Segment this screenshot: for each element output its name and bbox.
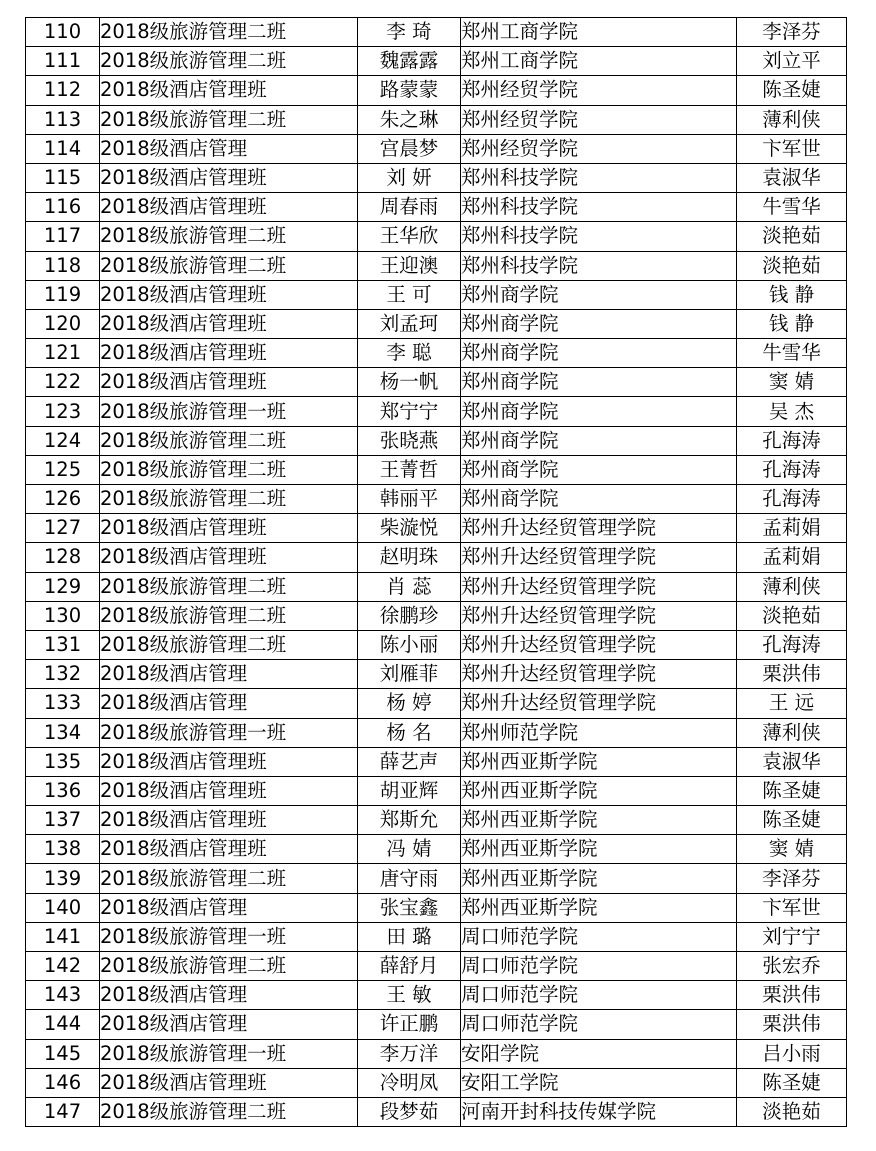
student-name-cell: 王 可 <box>358 280 461 309</box>
row-number: 130 <box>26 601 100 630</box>
student-name-cell: 薛艺声 <box>358 747 461 776</box>
table-row <box>26 76 847 105</box>
table-row <box>26 981 847 1010</box>
student-name-cell: 胡亚辉 <box>358 776 461 805</box>
class-cell: 2018级旅游管理一班 <box>100 922 358 951</box>
row-number: 122 <box>26 368 100 397</box>
school-cell: 郑州商学院 <box>461 309 737 338</box>
class-cell: 2018级旅游管理二班 <box>100 251 358 280</box>
teacher-cell: 牛雪华 <box>737 339 847 368</box>
table-row <box>26 193 847 222</box>
table-row <box>26 893 847 922</box>
school-cell: 郑州升达经贸管理学院 <box>461 572 737 601</box>
row-number: 126 <box>26 485 100 514</box>
teacher-cell: 钱 静 <box>737 280 847 309</box>
school-cell: 郑州商学院 <box>461 485 737 514</box>
class-cell: 2018级酒店管理班 <box>100 776 358 805</box>
school-cell: 郑州升达经贸管理学院 <box>461 630 737 659</box>
student-name-cell: 薛舒月 <box>358 952 461 981</box>
school-cell: 郑州科技学院 <box>461 222 737 251</box>
row-number: 117 <box>26 222 100 251</box>
table-row <box>26 280 847 309</box>
row-number: 134 <box>26 718 100 747</box>
school-cell: 河南开封科技传媒学院 <box>461 1097 737 1126</box>
class-cell: 2018级酒店管理班 <box>100 339 358 368</box>
row-number: 111 <box>26 47 100 76</box>
table-row <box>26 1068 847 1097</box>
school-cell: 周口师范学院 <box>461 1010 737 1039</box>
school-cell: 郑州西亚斯学院 <box>461 864 737 893</box>
class-cell: 2018级酒店管理班 <box>100 1068 358 1097</box>
row-number: 144 <box>26 1010 100 1039</box>
school-cell: 周口师范学院 <box>461 981 737 1010</box>
class-cell: 2018级旅游管理二班 <box>100 572 358 601</box>
row-number: 136 <box>26 776 100 805</box>
table-row <box>26 718 847 747</box>
teacher-cell: 刘宁宁 <box>737 922 847 951</box>
school-cell: 郑州经贸学院 <box>461 76 737 105</box>
student-name-cell: 王 敏 <box>358 981 461 1010</box>
table-row <box>26 397 847 426</box>
table-row <box>26 543 847 572</box>
table-row <box>26 1097 847 1126</box>
teacher-cell: 陈圣婕 <box>737 76 847 105</box>
row-number: 140 <box>26 893 100 922</box>
school-cell: 郑州科技学院 <box>461 193 737 222</box>
teacher-cell: 薄利侠 <box>737 718 847 747</box>
teacher-cell: 淡艳茹 <box>737 222 847 251</box>
class-cell: 2018级旅游管理二班 <box>100 47 358 76</box>
row-number: 112 <box>26 76 100 105</box>
school-cell: 郑州升达经贸管理学院 <box>461 660 737 689</box>
table-row <box>26 922 847 951</box>
table-row <box>26 747 847 776</box>
student-name-cell: 王迎澳 <box>358 251 461 280</box>
student-name-cell: 李 琦 <box>358 18 461 47</box>
row-number: 125 <box>26 455 100 484</box>
school-cell: 郑州西亚斯学院 <box>461 776 737 805</box>
class-cell: 2018级旅游管理二班 <box>100 1097 358 1126</box>
class-cell: 2018级酒店管理班 <box>100 835 358 864</box>
student-name-cell: 王菁哲 <box>358 455 461 484</box>
class-cell: 2018级旅游管理一班 <box>100 397 358 426</box>
class-cell: 2018级酒店管理班 <box>100 76 358 105</box>
class-cell: 2018级旅游管理二班 <box>100 18 358 47</box>
school-cell: 郑州商学院 <box>461 280 737 309</box>
class-cell: 2018级旅游管理二班 <box>100 455 358 484</box>
class-cell: 2018级酒店管理 <box>100 893 358 922</box>
student-name-cell: 陈小丽 <box>358 630 461 659</box>
row-number: 138 <box>26 835 100 864</box>
student-name-cell: 柴漩悦 <box>358 514 461 543</box>
teacher-cell: 吕小雨 <box>737 1039 847 1068</box>
table-row <box>26 18 847 47</box>
table-row <box>26 1010 847 1039</box>
row-number: 139 <box>26 864 100 893</box>
table-row <box>26 105 847 134</box>
teacher-cell: 淡艳茹 <box>737 251 847 280</box>
class-cell: 2018级酒店管理班 <box>100 806 358 835</box>
table-row <box>26 339 847 368</box>
school-cell: 郑州升达经贸管理学院 <box>461 689 737 718</box>
school-cell: 周口师范学院 <box>461 952 737 981</box>
class-cell: 2018级酒店管理班 <box>100 309 358 338</box>
table-row <box>26 251 847 280</box>
teacher-cell: 薄利侠 <box>737 572 847 601</box>
row-number: 127 <box>26 514 100 543</box>
school-cell: 郑州西亚斯学院 <box>461 806 737 835</box>
student-name-cell: 杨 婷 <box>358 689 461 718</box>
table-row <box>26 572 847 601</box>
teacher-cell: 刘立平 <box>737 47 847 76</box>
class-cell: 2018级酒店管理 <box>100 689 358 718</box>
teacher-cell: 孟莉娟 <box>737 543 847 572</box>
class-cell: 2018级旅游管理二班 <box>100 864 358 893</box>
student-name-cell: 徐鹏珍 <box>358 601 461 630</box>
student-name-cell: 张晓燕 <box>358 426 461 455</box>
school-cell: 安阳学院 <box>461 1039 737 1068</box>
school-cell: 安阳工学院 <box>461 1068 737 1097</box>
row-number: 121 <box>26 339 100 368</box>
school-cell: 郑州商学院 <box>461 397 737 426</box>
student-name-cell: 杨一帆 <box>358 368 461 397</box>
table-row <box>26 47 847 76</box>
table-row <box>26 222 847 251</box>
student-name-cell: 王华欣 <box>358 222 461 251</box>
table-row <box>26 485 847 514</box>
row-number: 115 <box>26 163 100 192</box>
student-name-cell: 李 聪 <box>358 339 461 368</box>
student-name-cell: 田 璐 <box>358 922 461 951</box>
teacher-cell: 薄利侠 <box>737 105 847 134</box>
student-name-cell: 朱之琳 <box>358 105 461 134</box>
school-cell: 郑州商学院 <box>461 455 737 484</box>
class-cell: 2018级酒店管理班 <box>100 747 358 776</box>
class-cell: 2018级旅游管理二班 <box>100 630 358 659</box>
student-name-cell: 郑宁宁 <box>358 397 461 426</box>
student-name-cell: 刘 妍 <box>358 163 461 192</box>
school-cell: 郑州升达经贸管理学院 <box>461 543 737 572</box>
teacher-cell: 王 远 <box>737 689 847 718</box>
school-cell: 郑州升达经贸管理学院 <box>461 514 737 543</box>
table-row <box>26 835 847 864</box>
table-row <box>26 1039 847 1068</box>
student-name-cell: 周春雨 <box>358 193 461 222</box>
roster-body <box>26 18 847 1127</box>
school-cell: 郑州经贸学院 <box>461 134 737 163</box>
student-name-cell: 李万洋 <box>358 1039 461 1068</box>
class-cell: 2018级酒店管理班 <box>100 514 358 543</box>
table-row <box>26 426 847 455</box>
student-name-cell: 张宝鑫 <box>358 893 461 922</box>
teacher-cell: 栗洪伟 <box>737 660 847 689</box>
class-cell: 2018级酒店管理班 <box>100 163 358 192</box>
teacher-cell: 卞军世 <box>737 893 847 922</box>
teacher-cell: 淡艳茹 <box>737 1097 847 1126</box>
teacher-cell: 孟莉娟 <box>737 514 847 543</box>
teacher-cell: 李泽芬 <box>737 864 847 893</box>
teacher-cell: 牛雪华 <box>737 193 847 222</box>
school-cell: 郑州商学院 <box>461 426 737 455</box>
row-number: 119 <box>26 280 100 309</box>
teacher-cell: 孔海涛 <box>737 630 847 659</box>
school-cell: 郑州西亚斯学院 <box>461 835 737 864</box>
school-cell: 郑州西亚斯学院 <box>461 893 737 922</box>
student-name-cell: 宫晨梦 <box>358 134 461 163</box>
teacher-cell: 孔海涛 <box>737 426 847 455</box>
teacher-cell: 栗洪伟 <box>737 981 847 1010</box>
table-row <box>26 514 847 543</box>
class-cell: 2018级酒店管理 <box>100 1010 358 1039</box>
school-cell: 郑州工商学院 <box>461 18 737 47</box>
teacher-cell: 袁淑华 <box>737 747 847 776</box>
class-cell: 2018级酒店管理 <box>100 981 358 1010</box>
teacher-cell: 孔海涛 <box>737 455 847 484</box>
row-number: 118 <box>26 251 100 280</box>
teacher-cell: 窦 婧 <box>737 835 847 864</box>
table-row <box>26 163 847 192</box>
student-name-cell: 杨 名 <box>358 718 461 747</box>
student-name-cell: 韩丽平 <box>358 485 461 514</box>
table-row <box>26 689 847 718</box>
class-cell: 2018级酒店管理班 <box>100 193 358 222</box>
student-name-cell: 冷明凤 <box>358 1068 461 1097</box>
table-row <box>26 309 847 338</box>
row-number: 137 <box>26 806 100 835</box>
teacher-cell: 钱 静 <box>737 309 847 338</box>
row-number: 129 <box>26 572 100 601</box>
row-number: 110 <box>26 18 100 47</box>
table-row <box>26 952 847 981</box>
row-number: 141 <box>26 922 100 951</box>
school-cell: 周口师范学院 <box>461 922 737 951</box>
teacher-cell: 卞军世 <box>737 134 847 163</box>
school-cell: 郑州商学院 <box>461 339 737 368</box>
student-name-cell: 冯 婧 <box>358 835 461 864</box>
school-cell: 郑州科技学院 <box>461 163 737 192</box>
class-cell: 2018级酒店管理 <box>100 660 358 689</box>
school-cell: 郑州科技学院 <box>461 251 737 280</box>
class-cell: 2018级旅游管理二班 <box>100 426 358 455</box>
student-name-cell: 郑斯允 <box>358 806 461 835</box>
row-number: 143 <box>26 981 100 1010</box>
row-number: 147 <box>26 1097 100 1126</box>
row-number: 135 <box>26 747 100 776</box>
table-row <box>26 601 847 630</box>
table-row <box>26 455 847 484</box>
table-row <box>26 806 847 835</box>
class-cell: 2018级酒店管理班 <box>100 368 358 397</box>
table-row <box>26 864 847 893</box>
school-cell: 郑州师范学院 <box>461 718 737 747</box>
row-number: 133 <box>26 689 100 718</box>
class-cell: 2018级旅游管理二班 <box>100 105 358 134</box>
student-name-cell: 刘孟珂 <box>358 309 461 338</box>
school-cell: 郑州升达经贸管理学院 <box>461 601 737 630</box>
teacher-cell: 张宏乔 <box>737 952 847 981</box>
school-cell: 郑州商学院 <box>461 368 737 397</box>
row-number: 132 <box>26 660 100 689</box>
row-number: 124 <box>26 426 100 455</box>
row-number: 120 <box>26 309 100 338</box>
student-name-cell: 唐守雨 <box>358 864 461 893</box>
student-name-cell: 许正鹏 <box>358 1010 461 1039</box>
teacher-cell: 陈圣婕 <box>737 776 847 805</box>
class-cell: 2018级旅游管理一班 <box>100 1039 358 1068</box>
teacher-cell: 吴 杰 <box>737 397 847 426</box>
class-cell: 2018级酒店管理班 <box>100 280 358 309</box>
table-row <box>26 630 847 659</box>
student-name-cell: 赵明珠 <box>358 543 461 572</box>
student-name-cell: 魏露露 <box>358 47 461 76</box>
table-row <box>26 134 847 163</box>
table-row <box>26 368 847 397</box>
school-cell: 郑州经贸学院 <box>461 105 737 134</box>
row-number: 113 <box>26 105 100 134</box>
teacher-cell: 陈圣婕 <box>737 1068 847 1097</box>
row-number: 146 <box>26 1068 100 1097</box>
teacher-cell: 窦 婧 <box>737 368 847 397</box>
row-number: 142 <box>26 952 100 981</box>
school-cell: 郑州工商学院 <box>461 47 737 76</box>
table-row <box>26 776 847 805</box>
class-cell: 2018级旅游管理二班 <box>100 952 358 981</box>
table-row <box>26 660 847 689</box>
student-name-cell: 路蒙蒙 <box>358 76 461 105</box>
class-cell: 2018级旅游管理二班 <box>100 485 358 514</box>
student-name-cell: 段梦茹 <box>358 1097 461 1126</box>
teacher-cell: 栗洪伟 <box>737 1010 847 1039</box>
teacher-cell: 淡艳茹 <box>737 601 847 630</box>
school-cell: 郑州西亚斯学院 <box>461 747 737 776</box>
teacher-cell: 李泽芬 <box>737 18 847 47</box>
teacher-cell: 袁淑华 <box>737 163 847 192</box>
row-number: 123 <box>26 397 100 426</box>
teacher-cell: 孔海涛 <box>737 485 847 514</box>
row-number: 145 <box>26 1039 100 1068</box>
row-number: 128 <box>26 543 100 572</box>
class-cell: 2018级旅游管理二班 <box>100 601 358 630</box>
class-cell: 2018级酒店管理班 <box>100 543 358 572</box>
row-number: 114 <box>26 134 100 163</box>
class-cell: 2018级酒店管理 <box>100 134 358 163</box>
row-number: 116 <box>26 193 100 222</box>
student-name-cell: 肖 蕊 <box>358 572 461 601</box>
teacher-cell: 陈圣婕 <box>737 806 847 835</box>
class-cell: 2018级旅游管理二班 <box>100 222 358 251</box>
student-name-cell: 刘雁菲 <box>358 660 461 689</box>
row-number: 131 <box>26 630 100 659</box>
roster-table <box>25 17 847 1127</box>
class-cell: 2018级旅游管理一班 <box>100 718 358 747</box>
